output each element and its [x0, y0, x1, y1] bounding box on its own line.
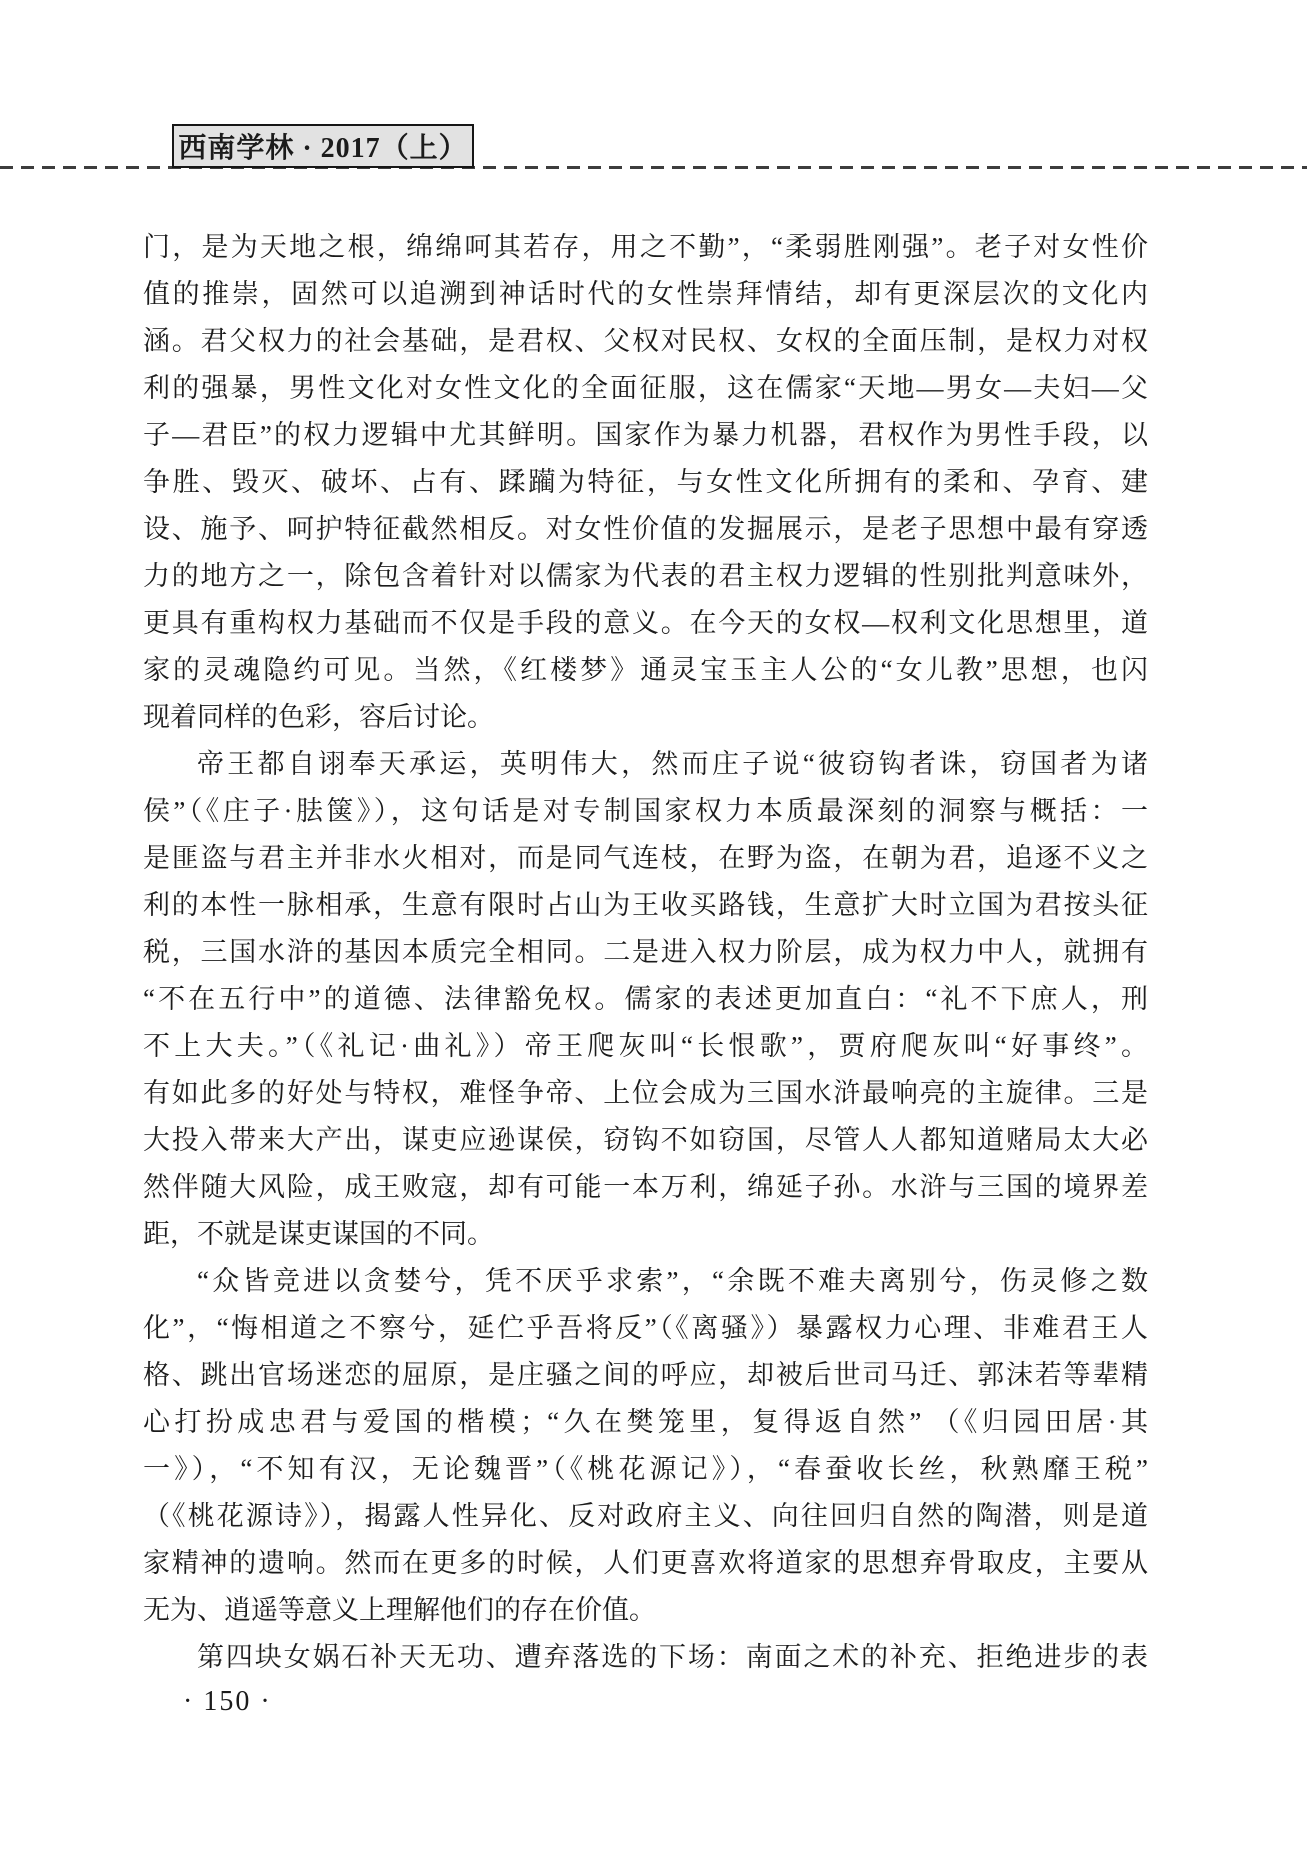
text-line: 第四块女娲石补天无功、遭弃落选的下场：南面之术的补充、拒绝进步的表 — [197, 1642, 1148, 1672]
text-line: 心打扮成忠君与爱国的楷模；“久在樊笼里，复得返自然” （《归园田居·其 — [143, 1407, 1148, 1437]
text-line: 利的本性一脉相承，生意有限时占山为王收买路钱，生意扩大时立国为君按头征 — [143, 890, 1148, 920]
text-line: 无为、逍遥等意义上理解他们的存在价值。 — [143, 1595, 656, 1625]
text-line: 一》），“不知有汉，无论魏晋”（《桃花源记》），“春蚕收长丝，秋熟靡王税” — [143, 1454, 1148, 1484]
text-line: 值的推崇，固然可以追溯到神话时代的女性崇拜情结，却有更深层次的文化内 — [143, 279, 1148, 309]
text-line: “众皆竞进以贪婪兮，凭不厌乎求索”，“余既不难夫离别兮，伤灵修之数 — [197, 1266, 1148, 1296]
article-body — [143, 224, 1148, 1681]
text-line: 争胜、毁灭、破坏、占有、蹂躏为特征，与女性文化所拥有的柔和、孕育、建 — [143, 467, 1148, 497]
text-line: “不在五行中”的道德、法律豁免权。儒家的表述更加直白：“礼不下庶人，刑 — [143, 984, 1148, 1014]
text-line: 税，三国水浒的基因本质完全相同。二是进入权力阶层，成为权力中人，就拥有 — [143, 937, 1148, 967]
text-line: 涵。君父权力的社会基础，是君权、父权对民权、女权的全面压制，是权力对权 — [143, 326, 1148, 356]
journal-header-badge — [172, 124, 474, 168]
text-line: 有如此多的好处与特权，难怪争帝、上位会成为三国水浒最响亮的主旋律。三是 — [143, 1078, 1148, 1108]
text-line: 帝王都自诩奉天承运，英明伟大，然而庄子说“彼窃钩者诛，窃国者为诸 — [197, 749, 1148, 779]
text-line: 格、跳出官场迷恋的屈原，是庄骚之间的呼应，却被后世司马迁、郭沫若等辈精 — [143, 1360, 1148, 1390]
text-line: 现着同样的色彩，容后讨论。 — [143, 702, 494, 732]
text-line: 化”，“悔相道之不察兮，延伫乎吾将反”（《离骚》）暴露权力心理、非难君王人 — [143, 1313, 1148, 1343]
text-line: 力的地方之一，除包含着针对以儒家为代表的君主权力逻辑的性别批判意味外， — [143, 561, 1148, 591]
text-line: （《桃花源诗》），揭露人性异化、反对政府主义、向往回归自然的陶潜，则是道 — [143, 1501, 1148, 1531]
text-line: 门，是为天地之根，绵绵呵其若存，用之不勤”，“柔弱胜刚强”。老子对女性价 — [143, 232, 1148, 262]
text-line: 子—君臣”的权力逻辑中尤其鲜明。国家作为暴力机器，君权作为男性手段，以 — [143, 420, 1148, 450]
text-line: 利的强暴，男性文化对女性文化的全面征服，这在儒家“天地—男女—夫妇—父 — [143, 373, 1148, 403]
text-line: 更具有重构权力基础而不仅是手段的意义。在今天的女权—权利文化思想里，道 — [143, 608, 1148, 638]
text-line: 是匪盗与君主并非水火相对，而是同气连枝，在野为盗，在朝为君，追逐不义之 — [143, 843, 1148, 873]
text-line: 不上大夫。”（《礼记·曲礼》）帝王爬灰叫“长恨歌”，贾府爬灰叫“好事终”。 — [143, 1031, 1148, 1061]
text-line: 然伴随大风险，成王败寇，却有可能一本万利，绵延子孙。水浒与三国的境界差 — [143, 1172, 1148, 1202]
text-line: 设、施予、呵护特征截然相反。对女性价值的发掘展示，是老子思想中最有穿透 — [143, 514, 1148, 544]
text-line: 家的灵魂隐约可见。当然，《红楼梦》通灵宝玉主人公的“女儿教”思想，也闪 — [143, 655, 1148, 685]
text-line: 家精神的遗响。然而在更多的时候，人们更喜欢将道家的思想弃骨取皮，主要从 — [143, 1548, 1148, 1578]
text-line: 侯”（《庄子·胠箧》），这句话是对专制国家权力本质最深刻的洞察与概括：一 — [143, 796, 1148, 826]
text-line: 距，不就是谋吏谋国的不同。 — [143, 1219, 494, 1249]
text-line: 大投入带来大产出，谋吏应逊谋侯，窃钩不如窃国，尽管人人都知道赌局太大必 — [143, 1125, 1148, 1155]
page-number: · 150 · — [183, 1686, 272, 1717]
journal-title: 西南学林 · 2017（上） — [178, 133, 468, 164]
